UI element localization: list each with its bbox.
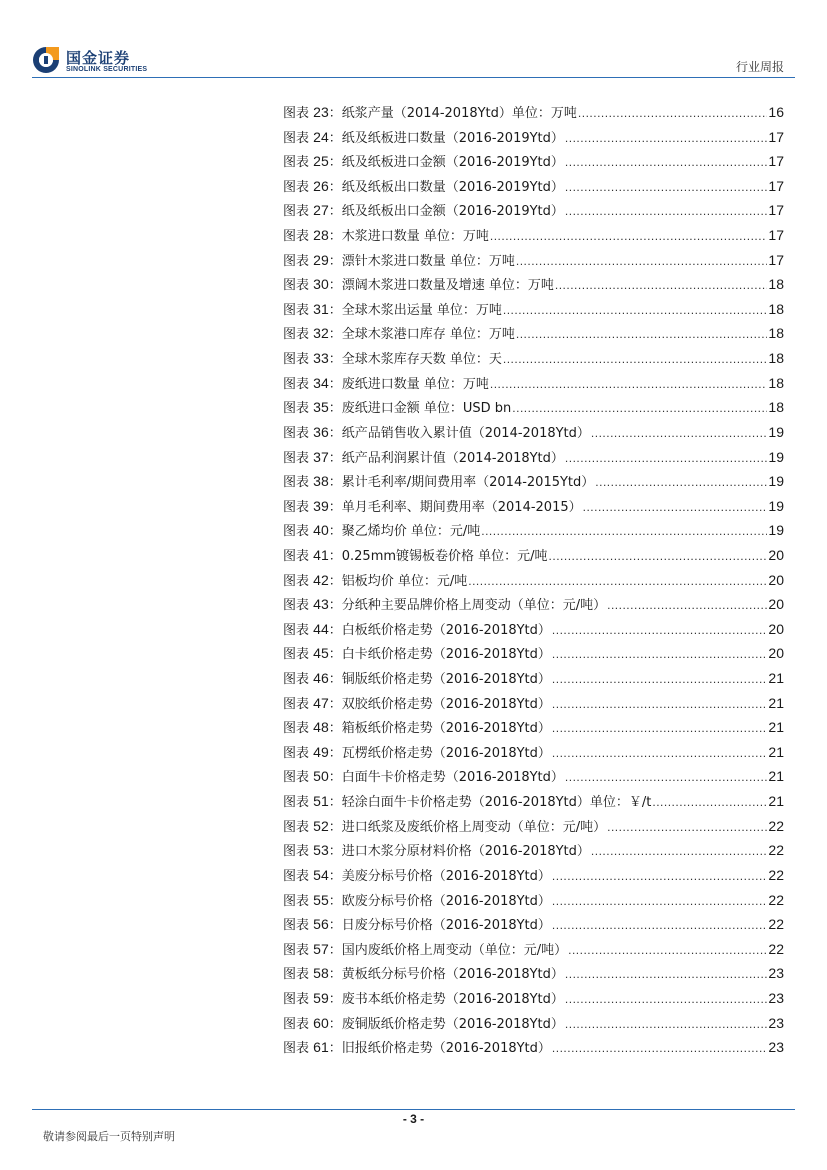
toc-entry-label: 图表 60： bbox=[283, 1014, 342, 1032]
toc-entry-title: 漂针木浆进口数量 单位：万吨 bbox=[341, 253, 515, 269]
toc-entry[interactable] bbox=[283, 371, 784, 396]
toc-leader-dots bbox=[565, 150, 768, 175]
toc-leader-dots bbox=[552, 618, 768, 643]
toc-leader-dots bbox=[503, 347, 768, 372]
toc-leader-dots bbox=[565, 175, 768, 200]
toc-entry-title: 双胶纸价格走势（2016-2018Ytd） bbox=[341, 696, 551, 712]
footer-divider bbox=[32, 1109, 795, 1110]
toc-entry-page: 20 bbox=[768, 620, 784, 637]
toc-entry-prefix: 图表 bbox=[283, 918, 310, 934]
toc-entry[interactable] bbox=[283, 641, 784, 666]
toc-entry-label: 图表 45： bbox=[283, 645, 342, 663]
toc-entry-number: 39 bbox=[313, 497, 329, 514]
toc-leader-dots bbox=[552, 913, 768, 938]
toc-entry-page: 22 bbox=[768, 866, 784, 883]
toc-leader-dots bbox=[607, 593, 767, 618]
toc-leader-dots bbox=[512, 396, 767, 421]
toc-entry-page: 22 bbox=[768, 940, 784, 957]
toc-entry[interactable] bbox=[283, 149, 784, 174]
toc-entry-number: 55 bbox=[313, 891, 329, 908]
toc-entry-label: 图表 56： bbox=[283, 916, 342, 934]
toc-entry-page: 17 bbox=[768, 251, 784, 268]
toc-entry-prefix: 图表 bbox=[283, 745, 310, 761]
toc-entry-page: 20 bbox=[768, 596, 784, 613]
toc-entry[interactable] bbox=[283, 961, 784, 986]
toc-entry-prefix: 图表 bbox=[283, 499, 310, 515]
toc-entry-label: 图表 43： bbox=[283, 596, 342, 614]
toc-entry-page: 23 bbox=[768, 989, 784, 1006]
toc-entry-label: 图表 54： bbox=[283, 866, 342, 884]
toc-entry-prefix: 图表 bbox=[283, 475, 310, 491]
toc-entry-title: 纸及纸板进口金额（2016-2019Ytd） bbox=[341, 155, 564, 171]
toc-entry-number: 44 bbox=[313, 620, 329, 637]
toc-leader-dots bbox=[481, 519, 767, 544]
toc-leader-dots bbox=[549, 544, 768, 569]
toc-leader-dots bbox=[552, 889, 768, 914]
toc-leader-dots bbox=[568, 938, 767, 963]
page-header bbox=[0, 0, 827, 80]
toc-entry-prefix: 图表 bbox=[283, 278, 310, 294]
toc-entry-page: 23 bbox=[768, 965, 784, 982]
toc-entry-page: 18 bbox=[768, 276, 784, 293]
toc-entry-label: 图表 41： bbox=[283, 546, 342, 564]
toc-entry[interactable] bbox=[283, 740, 784, 765]
toc-entry[interactable] bbox=[283, 715, 784, 740]
toc-entry-label: 图表 47： bbox=[283, 694, 342, 712]
report-type: 行业周报 bbox=[735, 60, 784, 74]
toc-entry-label: 图表 53： bbox=[283, 842, 342, 860]
toc-entry[interactable] bbox=[283, 346, 784, 371]
toc-leader-dots bbox=[552, 1036, 768, 1061]
toc-entry-label: 图表 34： bbox=[283, 374, 342, 392]
toc-entry[interactable] bbox=[283, 937, 784, 962]
toc-entry-prefix: 图表 bbox=[283, 696, 310, 712]
toc-entry-number: 54 bbox=[313, 866, 329, 883]
toc-entry-number: 45 bbox=[313, 645, 329, 662]
toc-entry[interactable] bbox=[283, 838, 784, 863]
toc-entry-title: 美废分标号价格（2016-2018Ytd） bbox=[341, 868, 551, 884]
toc-entry-number: 31 bbox=[313, 300, 329, 317]
toc-leader-dots bbox=[516, 249, 768, 274]
toc-entry-page: 17 bbox=[768, 128, 784, 145]
toc-entry-title: 分纸种主要品牌价格上周变动（单位：元/吨） bbox=[341, 598, 607, 614]
toc-entry-title: 旧报纸价格走势（2016-2018Ytd） bbox=[341, 1041, 551, 1057]
toc-entry-page: 18 bbox=[768, 399, 784, 416]
toc-entry[interactable] bbox=[283, 568, 784, 593]
header-divider bbox=[32, 77, 795, 78]
toc-entry-prefix: 图表 bbox=[283, 1016, 310, 1032]
toc-entry-number: 61 bbox=[313, 1039, 329, 1056]
toc-entry[interactable] bbox=[283, 174, 784, 199]
toc-leader-dots bbox=[565, 962, 768, 987]
toc-entry-page: 22 bbox=[768, 842, 784, 859]
toc-entry[interactable] bbox=[283, 543, 784, 568]
toc-entry-label: 图表 28： bbox=[283, 227, 342, 245]
toc-entry-number: 27 bbox=[313, 202, 329, 219]
toc-entry-page: 17 bbox=[768, 153, 784, 170]
toc-entry-title: 单月毛利率、期间费用率（2014-2015） bbox=[341, 499, 582, 515]
logo-chinese-name: 国金证券 bbox=[66, 49, 131, 67]
toc-entry-title: 纸及纸板出口数量（2016-2019Ytd） bbox=[341, 179, 564, 195]
toc-entry-page: 19 bbox=[768, 448, 784, 465]
toc-entry-label: 图表 57： bbox=[283, 940, 342, 958]
toc-entry-number: 34 bbox=[313, 374, 329, 391]
toc-entry-page: 19 bbox=[768, 497, 784, 514]
toc-entry-number: 40 bbox=[313, 522, 329, 539]
toc-entry-title: 白板纸价格走势（2016-2018Ytd） bbox=[341, 622, 551, 638]
toc-entry-title: 废纸进口数量 单位：万吨 bbox=[341, 376, 489, 392]
toc-leader-dots bbox=[578, 101, 768, 126]
toc-entry-number: 57 bbox=[313, 940, 329, 957]
toc-entry-number: 49 bbox=[313, 743, 329, 760]
toc-entry-prefix: 图表 bbox=[283, 450, 310, 466]
toc-entry-number: 26 bbox=[313, 177, 329, 194]
toc-entry-label: 图表 31： bbox=[283, 300, 342, 318]
toc-entry-label: 图表 50： bbox=[283, 768, 342, 786]
toc-entry[interactable] bbox=[283, 691, 784, 716]
toc-leader-dots bbox=[591, 421, 768, 446]
toc-entry-prefix: 图表 bbox=[283, 376, 310, 392]
toc-entry-title: 黄板纸分标号价格（2016-2018Ytd） bbox=[341, 967, 564, 983]
toc-entry-page: 18 bbox=[768, 325, 784, 342]
toc-entry-page: 21 bbox=[768, 719, 784, 736]
toc-entry-prefix: 图表 bbox=[283, 524, 310, 540]
toc-entry-prefix: 图表 bbox=[283, 672, 310, 688]
toc-entry-number: 36 bbox=[313, 423, 329, 440]
toc-entry-number: 38 bbox=[313, 473, 329, 490]
toc-entry[interactable] bbox=[283, 125, 784, 150]
toc-entry-label: 图表 37： bbox=[283, 448, 342, 466]
toc-entry[interactable] bbox=[283, 518, 784, 543]
toc-entry[interactable] bbox=[283, 986, 784, 1011]
toc-entry-label: 图表 59： bbox=[283, 989, 342, 1007]
toc-leader-dots bbox=[565, 765, 768, 790]
toc-entry[interactable] bbox=[283, 100, 784, 125]
toc-entry-prefix: 图表 bbox=[283, 622, 310, 638]
toc-entry[interactable] bbox=[283, 1035, 784, 1060]
toc-entry-prefix: 图表 bbox=[283, 991, 310, 1007]
toc-entry-prefix: 图表 bbox=[283, 229, 310, 245]
toc-entry-page: 22 bbox=[768, 891, 784, 908]
toc-entry-title: 纸及纸板进口数量（2016-2019Ytd） bbox=[341, 130, 564, 146]
toc-entry-page: 21 bbox=[768, 670, 784, 687]
toc-entry[interactable] bbox=[283, 666, 784, 691]
toc-leader-dots bbox=[552, 692, 768, 717]
toc-entry-number: 23 bbox=[313, 104, 329, 120]
toc-leader-dots bbox=[565, 199, 768, 224]
toc-entry-label: 图表 44： bbox=[283, 620, 342, 638]
toc-entry-label: 图表 48： bbox=[283, 719, 342, 737]
toc-entry-prefix: 图表 bbox=[283, 130, 310, 146]
toc-entry-page: 17 bbox=[768, 227, 784, 244]
toc-entry-page: 18 bbox=[768, 300, 784, 317]
toc-entry-number: 50 bbox=[313, 768, 329, 785]
toc-entry-title: 箱板纸价格走势（2016-2018Ytd） bbox=[341, 721, 551, 737]
toc-entry-title: 进口木浆分原材料价格（2016-2018Ytd） bbox=[341, 844, 590, 860]
toc-leader-dots bbox=[555, 273, 768, 298]
toc-leader-dots bbox=[490, 372, 768, 397]
toc-entry-page: 17 bbox=[768, 202, 784, 219]
toc-entry-title: 白面牛卡价格走势（2016-2018Ytd） bbox=[341, 770, 564, 786]
toc-entry-prefix: 图表 bbox=[283, 352, 310, 368]
toc-entry-title: 轻涂白面牛卡价格走势（2016-2018Ytd）单位：￥/t bbox=[341, 795, 652, 811]
toc-entry[interactable] bbox=[283, 592, 784, 617]
toc-entry[interactable] bbox=[283, 297, 784, 322]
toc-entry[interactable] bbox=[283, 863, 784, 888]
toc-entry[interactable] bbox=[283, 789, 784, 814]
toc-entry-prefix: 图表 bbox=[283, 155, 310, 171]
toc-entry-number: 33 bbox=[313, 350, 329, 367]
toc-entry-page: 23 bbox=[768, 1014, 784, 1031]
toc-entry-page: 18 bbox=[768, 350, 784, 367]
toc-entry-prefix: 图表 bbox=[283, 893, 310, 909]
toc-entry-number: 43 bbox=[313, 596, 329, 613]
toc-entry-title: 聚乙烯均价 单位：元/吨 bbox=[341, 524, 481, 540]
toc-entry[interactable] bbox=[283, 494, 784, 519]
toc-entry-title: 铜版纸价格走势（2016-2018Ytd） bbox=[341, 672, 551, 688]
toc-entry-number: 30 bbox=[313, 276, 329, 293]
toc-entry-label: 图表 24： bbox=[283, 128, 342, 146]
toc-entry-number: 52 bbox=[313, 817, 329, 834]
toc-entry-label: 图表 49： bbox=[283, 743, 342, 761]
toc-entry-number: 24 bbox=[313, 128, 329, 145]
toc-entry-label: 图表 26： bbox=[283, 177, 342, 195]
toc-entry-label: 图表 51： bbox=[283, 793, 342, 811]
toc-leader-dots bbox=[552, 716, 768, 741]
toc-entry-prefix: 图表 bbox=[283, 598, 310, 614]
toc-entry-title: 国内废纸价格上周变动（单位：元/吨） bbox=[341, 942, 568, 958]
toc-leader-dots bbox=[552, 642, 768, 667]
toc-entry-label: 图表 46： bbox=[283, 670, 342, 688]
toc-leader-dots bbox=[490, 224, 768, 249]
toc-entry-label: 图表 23： bbox=[283, 104, 342, 121]
toc-leader-dots bbox=[552, 864, 768, 889]
toc-entry-title: 全球木浆库存天数 单位：天 bbox=[341, 352, 502, 368]
footer-disclaimer: 敬请参阅最后一页特别声明 bbox=[43, 1130, 175, 1143]
toc-entry[interactable] bbox=[283, 445, 784, 470]
toc-entry-page: 21 bbox=[768, 768, 784, 785]
toc-entry[interactable] bbox=[283, 1011, 784, 1036]
toc-leader-dots bbox=[565, 126, 768, 151]
toc-entry-prefix: 图表 bbox=[283, 795, 310, 811]
toc-entry-number: 37 bbox=[313, 448, 329, 465]
toc-entry-label: 图表 52： bbox=[283, 817, 342, 835]
toc-entry-number: 32 bbox=[313, 325, 329, 342]
figure-index-list bbox=[283, 100, 784, 1060]
toc-entry[interactable] bbox=[283, 395, 784, 420]
toc-entry-page: 22 bbox=[768, 817, 784, 834]
toc-entry-label: 图表 36： bbox=[283, 423, 342, 441]
toc-leader-dots bbox=[565, 446, 768, 471]
toc-entry-title: 全球木浆港口库存 单位：万吨 bbox=[341, 327, 515, 343]
page-number: - 3 - bbox=[402, 1112, 425, 1126]
toc-entry-number: 53 bbox=[313, 842, 329, 859]
toc-entry-page: 19 bbox=[768, 522, 784, 539]
company-logo bbox=[32, 46, 162, 78]
toc-entry-page: 16 bbox=[768, 104, 784, 120]
toc-leader-dots bbox=[468, 569, 767, 594]
toc-entry-label: 图表 39： bbox=[283, 497, 342, 515]
toc-entry-title: 废书本纸价格走势（2016-2018Ytd） bbox=[341, 991, 564, 1007]
toc-entry-label: 图表 42： bbox=[283, 571, 342, 589]
toc-entry-prefix: 图表 bbox=[283, 1041, 310, 1057]
toc-leader-dots bbox=[591, 839, 768, 864]
toc-entry-label: 图表 29： bbox=[283, 251, 342, 269]
toc-leader-dots bbox=[503, 298, 768, 323]
toc-entry-number: 42 bbox=[313, 571, 329, 588]
toc-entry-label: 图表 30： bbox=[283, 276, 342, 294]
toc-leader-dots bbox=[565, 987, 768, 1012]
toc-entry-number: 46 bbox=[313, 670, 329, 687]
toc-leader-dots bbox=[552, 667, 768, 692]
toc-entry-prefix: 图表 bbox=[283, 868, 310, 884]
toc-entry-number: 60 bbox=[313, 1014, 329, 1031]
toc-entry-number: 59 bbox=[313, 989, 329, 1006]
toc-entry-prefix: 图表 bbox=[283, 647, 310, 663]
toc-entry-title: 日废分标号价格（2016-2018Ytd） bbox=[341, 918, 551, 934]
toc-entry-title: 木浆进口数量 单位：万吨 bbox=[341, 229, 489, 245]
toc-entry-number: 47 bbox=[313, 694, 329, 711]
toc-entry[interactable] bbox=[283, 248, 784, 273]
toc-entry-prefix: 图表 bbox=[283, 548, 310, 564]
toc-entry-page: 20 bbox=[768, 546, 784, 563]
toc-entry-title: 废铜版纸价格走势（2016-2018Ytd） bbox=[341, 1016, 564, 1032]
toc-entry[interactable] bbox=[283, 764, 784, 789]
toc-entry-label: 图表 58： bbox=[283, 965, 342, 983]
toc-entry-number: 25 bbox=[313, 153, 329, 170]
toc-leader-dots bbox=[607, 815, 767, 840]
toc-entry-title: 进口纸浆及废纸价格上周变动（单位：元/吨） bbox=[341, 819, 607, 835]
toc-entry-label: 图表 61： bbox=[283, 1039, 342, 1057]
toc-entry-title: 0.25mm镀锡板卷价格 单位：元/吨 bbox=[341, 548, 548, 564]
toc-entry[interactable] bbox=[283, 912, 784, 937]
toc-entry-number: 48 bbox=[313, 719, 329, 736]
toc-entry-prefix: 图表 bbox=[283, 573, 310, 589]
toc-entry-label: 图表 35： bbox=[283, 399, 342, 417]
toc-entry[interactable] bbox=[283, 272, 784, 297]
toc-entry[interactable] bbox=[283, 469, 784, 494]
toc-entry-title: 白卡纸价格走势（2016-2018Ytd） bbox=[341, 647, 551, 663]
toc-entry[interactable] bbox=[283, 321, 784, 346]
toc-entry[interactable] bbox=[283, 814, 784, 839]
logo-english-name: SINOLINK SECURITIES bbox=[66, 66, 148, 73]
toc-entry-title: 铝板均价 单位：元/吨 bbox=[341, 573, 468, 589]
toc-entry-title: 漂阔木浆进口数量及增速 单位：万吨 bbox=[341, 278, 554, 294]
toc-entry-number: 41 bbox=[313, 546, 329, 563]
toc-entry-prefix: 图表 bbox=[283, 179, 310, 195]
toc-entry-label: 图表 32： bbox=[283, 325, 342, 343]
toc-entry-number: 58 bbox=[313, 965, 329, 982]
toc-entry-prefix: 图表 bbox=[283, 106, 310, 121]
toc-entry[interactable] bbox=[283, 617, 784, 642]
toc-leader-dots bbox=[595, 470, 767, 495]
toc-entry-prefix: 图表 bbox=[283, 253, 310, 269]
toc-leader-dots bbox=[565, 1012, 768, 1037]
toc-leader-dots bbox=[552, 741, 768, 766]
toc-leader-dots bbox=[652, 790, 767, 815]
toc-entry-prefix: 图表 bbox=[283, 302, 310, 318]
toc-entry-label: 图表 55： bbox=[283, 891, 342, 909]
toc-entry-page: 19 bbox=[768, 473, 784, 490]
toc-entry-label: 图表 38： bbox=[283, 473, 342, 491]
toc-entry-page: 21 bbox=[768, 694, 784, 711]
toc-entry-prefix: 图表 bbox=[283, 967, 310, 983]
toc-entry-prefix: 图表 bbox=[283, 721, 310, 737]
toc-entry-prefix: 图表 bbox=[283, 204, 310, 220]
toc-entry-title: 瓦楞纸价格走势（2016-2018Ytd） bbox=[341, 745, 551, 761]
toc-entry-number: 28 bbox=[313, 227, 329, 244]
toc-entry-page: 23 bbox=[768, 1039, 784, 1056]
toc-entry-page: 17 bbox=[768, 177, 784, 194]
toc-entry-prefix: 图表 bbox=[283, 844, 310, 860]
toc-entry-page: 22 bbox=[768, 916, 784, 933]
toc-leader-dots bbox=[583, 495, 768, 520]
toc-entry[interactable] bbox=[283, 223, 784, 248]
toc-entry-prefix: 图表 bbox=[283, 327, 310, 343]
toc-entry-prefix: 图表 bbox=[283, 401, 310, 417]
toc-entry-number: 29 bbox=[313, 251, 329, 268]
toc-entry-number: 51 bbox=[313, 793, 329, 810]
toc-leader-dots bbox=[516, 322, 768, 347]
toc-entry-title: 废纸进口金额 单位：USD bn bbox=[341, 401, 512, 417]
toc-entry-title: 纸产品销售收入累计值（2014-2018Ytd） bbox=[341, 425, 590, 441]
toc-entry-label: 图表 27： bbox=[283, 202, 342, 220]
toc-entry-title: 欧废分标号价格（2016-2018Ytd） bbox=[341, 893, 551, 909]
toc-entry-title: 累计毛利率/期间费用率（2014-2015Ytd） bbox=[341, 475, 595, 491]
toc-entry-title: 纸产品利润累计值（2014-2018Ytd） bbox=[341, 450, 564, 466]
toc-entry-label: 图表 33： bbox=[283, 350, 342, 368]
toc-entry-page: 20 bbox=[768, 645, 784, 662]
toc-entry[interactable] bbox=[283, 198, 784, 223]
toc-entry-prefix: 图表 bbox=[283, 770, 310, 786]
toc-entry-label: 图表 25： bbox=[283, 153, 342, 171]
toc-entry-prefix: 图表 bbox=[283, 819, 310, 835]
toc-entry-page: 21 bbox=[768, 743, 784, 760]
toc-entry-page: 19 bbox=[768, 423, 784, 440]
toc-entry-prefix: 图表 bbox=[283, 942, 310, 958]
toc-entry-number: 56 bbox=[313, 916, 329, 933]
toc-entry-number: 35 bbox=[313, 399, 329, 416]
toc-entry-title: 纸浆产量（2014-2018Ytd）单位：万吨 bbox=[341, 106, 577, 121]
toc-entry-title: 纸及纸板出口金额（2016-2019Ytd） bbox=[341, 204, 564, 220]
toc-entry-label: 图表 40： bbox=[283, 522, 342, 540]
toc-entry-page: 20 bbox=[768, 571, 784, 588]
toc-entry-prefix: 图表 bbox=[283, 425, 310, 441]
toc-entry-page: 18 bbox=[768, 374, 784, 391]
toc-entry[interactable] bbox=[283, 420, 784, 445]
toc-entry-title: 全球木浆出运量 单位：万吨 bbox=[341, 302, 502, 318]
toc-entry[interactable] bbox=[283, 888, 784, 913]
toc-entry-page: 21 bbox=[768, 793, 784, 810]
logo-mark-icon bbox=[32, 46, 60, 74]
